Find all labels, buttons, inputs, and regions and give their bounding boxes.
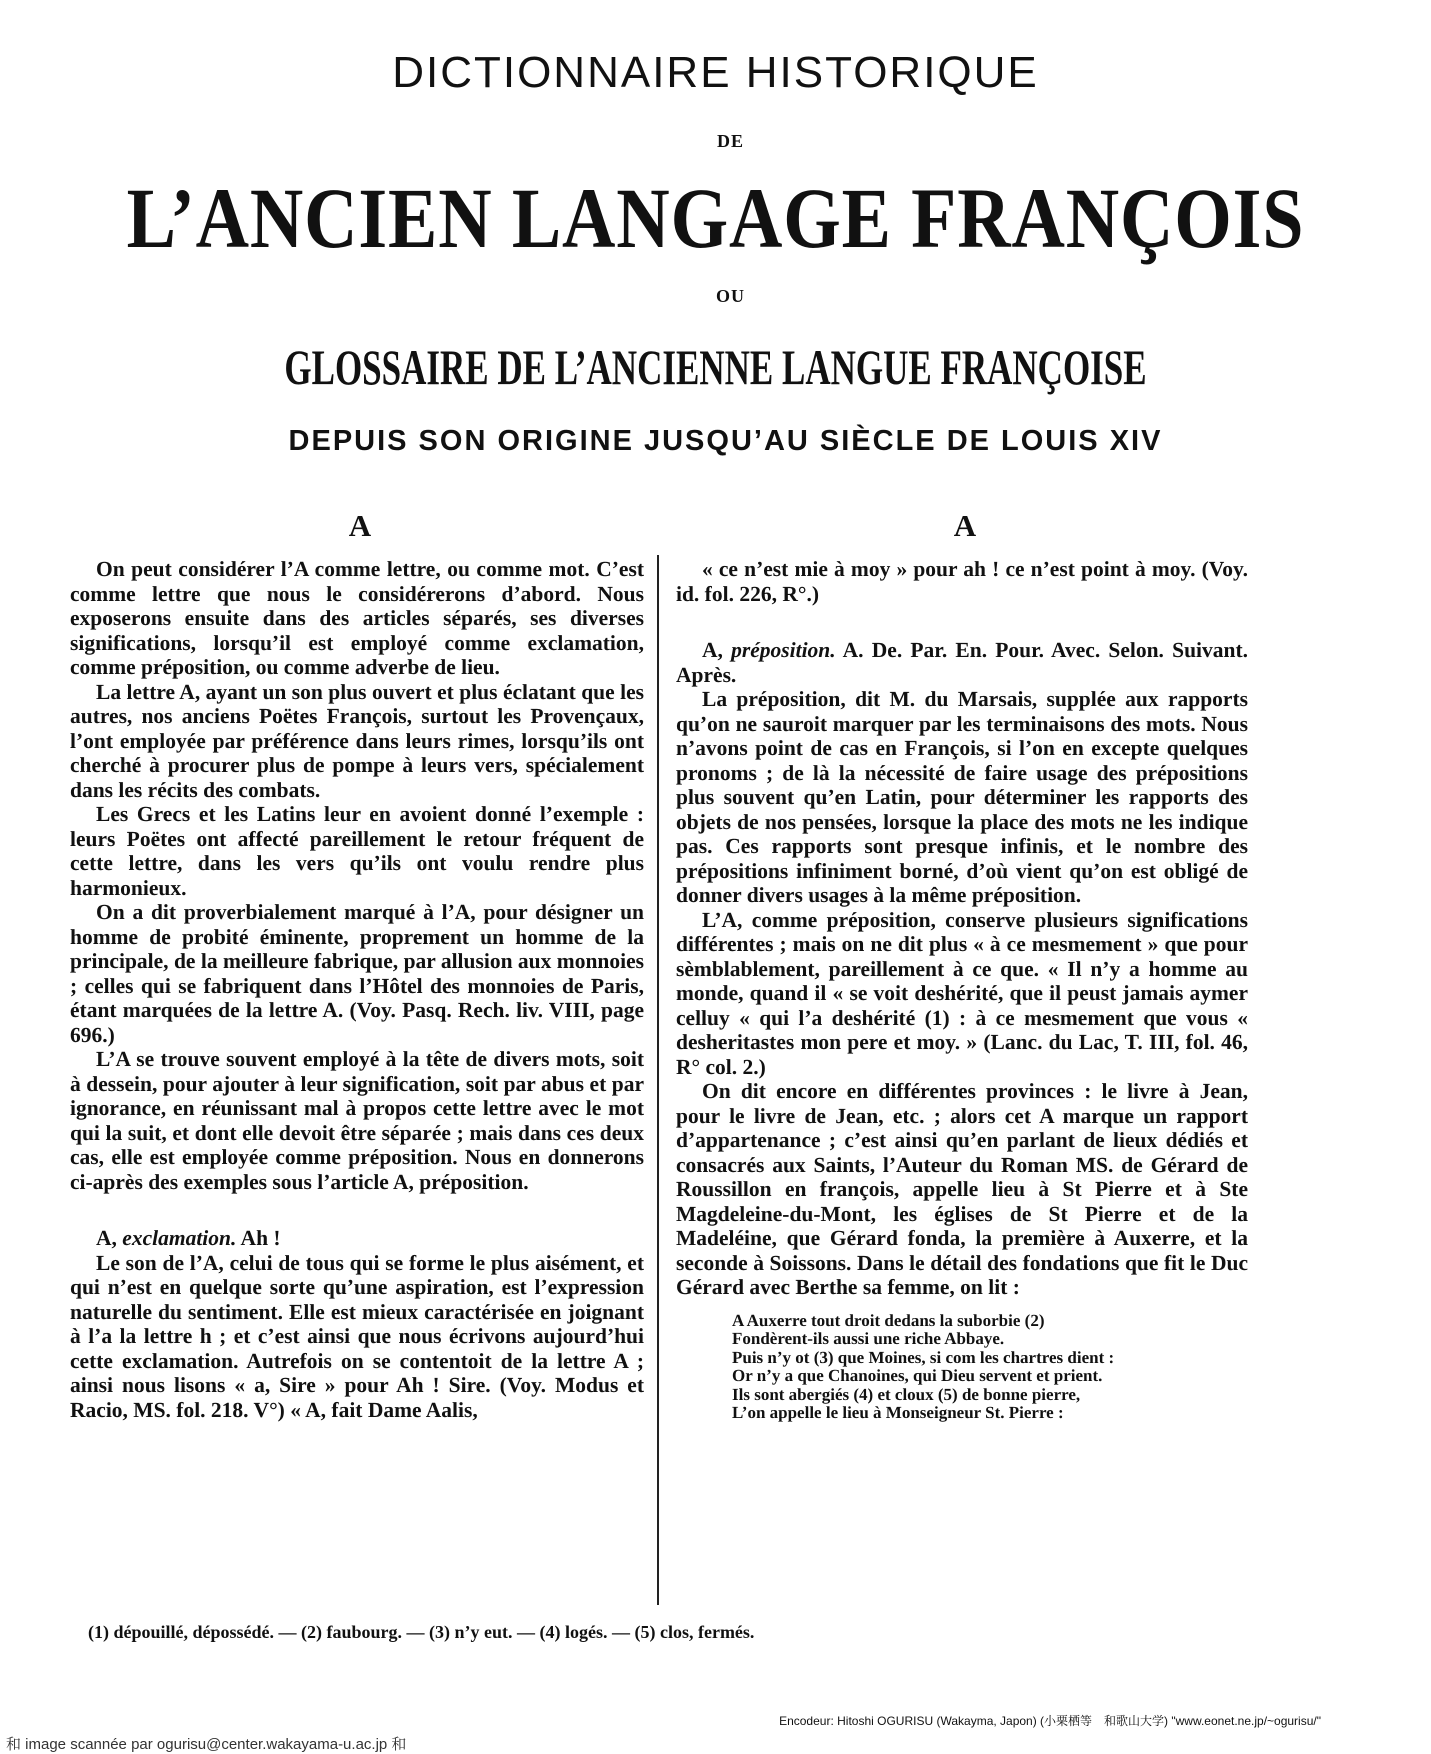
spacer <box>70 1194 644 1226</box>
left-column <box>70 557 644 1422</box>
scan-credit: 和 image scannée par ogurisu@center.wakayama-u.ac.jp 和 <box>6 1736 407 1753</box>
title-ancien-langage: L’ANCIEN LANGAGE FRANÇOIS <box>126 170 1305 266</box>
headword: A, <box>96 1226 117 1250</box>
verse-line: Ils sont abergiés (4) et cloux (5) de bonne pierre, <box>732 1384 1081 1404</box>
headword: A, <box>702 638 723 662</box>
headword-exclamation <box>70 1226 644 1251</box>
title-depuis-son-origine: DEPUIS SON ORIGINE JUSQU’AU SIÈCLE DE LOUIS XIV <box>288 425 1163 457</box>
footnotes: (1) dépouillé, dépossédé. — (2) faubourg. — (3) n’y eut. — (4) logés. — (5) clos, fermés. <box>88 1622 755 1642</box>
paragraph: L’A se trouve souvent employé à la tête de divers mots, soit à dessein, pour ajouter à leur signification, soit par abus et par ignorance, en réunissant mal à propos cette lettre avec le mot qui la suit, et dont elle devoit être séparée ; mais dans ces deux cas, elle est employée comme préposition. Nous en donnerons ci-après des exemples sous l’article A, préposition. <box>70 1047 644 1194</box>
verse-line: Puis n’y ot (3) que Moines, si com les chartres dient : <box>732 1347 1115 1367</box>
verse-line: Fondèrent-ils aussi une riche Abbaye. <box>732 1329 1005 1348</box>
headword-definition: A. De. Par. En. Pour. Avec. Selon. Suivant. Après. <box>676 638 1249 687</box>
headword-label: préposition. <box>731 638 836 662</box>
verse-line: A Auxerre tout droit dedans la suborbie (2) <box>732 1310 1045 1330</box>
verse-line: Or n’y a que Chanoines, qui Dieu servent et prient. <box>732 1366 1103 1385</box>
right-column-letter: A <box>953 508 977 543</box>
left-column-letter: A <box>348 508 372 543</box>
title-de: DE <box>716 131 744 151</box>
paragraph: On peut considérer l’A comme lettre, ou comme mot. C’est comme lettre que nous le considérerons d’abord. Nous exposerons ensuite dans des articles séparés, ses diverses significations, lorsqu’il est employé comme exclamation, comme préposition, ou comme adverbe de lieu. <box>70 557 644 679</box>
paragraph: L’A, comme préposition, conserve plusieurs significations différentes ; mais on ne dit plus « à ce mesmement » que pour sèmblablement, pareillement à ce que. « Il n’y a homme au monde, quand il « se voit deshérité, que il peust jamais aymer celluy « qui l’a deshérité (1) : à ce mesmement que vous « desheritastes mon pere et moy. » (Lanc. du Lac, T. III, fol. 46, R° col. 2.) <box>676 907 1248 1079</box>
title-ou: OU <box>716 286 745 306</box>
title-glossaire: GLOSSAIRE DE L’ANCIENNE LANGUE FRANÇOISE <box>284 339 1147 395</box>
encoder-credit: Encodeur: Hitoshi OGURISU (Wakayma, Japon) (小栗栖等 和歌山大学) "www.eonet.ne.jp/~ogurisu/" <box>779 1714 1321 1728</box>
paragraph: On a dit proverbialement marqué à l’A, pour désigner un homme de probité éminente, proprement un homme de la principale, de la meilleure fabrique, par allusion aux monnoies ; celles qui se fabriquent dans l’Hôtel des monnoies de Paris, étant marquées de la lettre A. (Voy. Pasq. Rech. liv. VIII, page 696.) <box>70 900 644 1047</box>
paragraph: Les Grecs et les Latins leur en avoient donné l’exemple : leurs Poëtes ont affecté pareillement le retour fréquent de cette lettre, dans les vers qu’ils ont voulu rendre plus harmonieux. <box>70 802 644 900</box>
column-divider <box>657 555 659 1605</box>
verse-line: L’on appelle le lieu à Monseigneur St. Pierre : <box>732 1403 1064 1422</box>
paragraph: On dit encore en différentes provinces : le livre à Jean, pour le livre de Jean, etc. ; alors cet A marque un rapport d’appartenance ; c’est ainsi qu’en parlant de lieux dédiés et consacrés aux Saints, l’Auteur du Roman MS. de Gérard de Roussillon en françois, appelle lieu à St Pierre et à Ste Magdeleine-du-Mont, les églises de St Pierre et de la Madeléine, que Gérard fonda, la première à Auxerre, et la seconde à Soissons. Dans le détail des fondations que fit le Duc Gérard avec Berthe sa femme, on lit : <box>676 1079 1248 1299</box>
headword-definition: Ah ! <box>240 1226 281 1250</box>
paragraph: La lettre A, ayant un son plus ouvert et plus éclatant que les autres, nos anciens Poëtes François, surtout les Provençaux, l’ont employée par préférence dans leurs rimes, lorsqu’ils ont cherché à procurer plus de pompe à leurs vers, spécialement dans les récits des combats. <box>70 679 644 802</box>
title-dictionnaire-historique: DICTIONNAIRE HISTORIQUE <box>392 48 1039 97</box>
right-column <box>676 557 1248 1423</box>
paragraph: « ce n’est mie à moy » pour ah ! ce n’est point à moy. (Voy. id. fol. 226, R°.) <box>676 557 1248 606</box>
paragraph: Le son de l’A, celui de tous qui se forme le plus aisément, et qui n’est en quelque sorte qu’une aspiration, est l’expression naturelle du sentiment. Elle est mieux caractérisée en joignant à l’a la lettre h ; et c’est ainsi que nous écrivons aujourd’hui cette exclamation. Autrefois on se contentoit de la lettre A ; ainsi nous lisons « a, Sire » pour Ah ! Sire. (Voy. Modus et Racio, MS. fol. 218. V°) « A, fait Dame Aalis, <box>70 1250 644 1422</box>
paragraph: La préposition, dit M. du Marsais, supplée aux rapports qu’on ne sauroit marquer par les terminaisons des mots. Nous n’avons point de cas en François, si l’on en excepte quelques pronoms ; de là la nécessité de faire usage des prépositions plus souvent qu’en Latin, pour déterminer les rapports des objets de nos pensées, lorsque la place des mots ne les indique pas. Ces rapports sont presque infinis, et le nombre des prépositions infiniment borné, d’où vient qu’on est obligé de donner divers usages à la même préposition. <box>676 687 1248 907</box>
spacer <box>676 606 1248 638</box>
headword-preposition <box>676 638 1248 687</box>
verse-quotation <box>732 1312 1248 1423</box>
headword-label: exclamation. <box>122 1226 237 1250</box>
